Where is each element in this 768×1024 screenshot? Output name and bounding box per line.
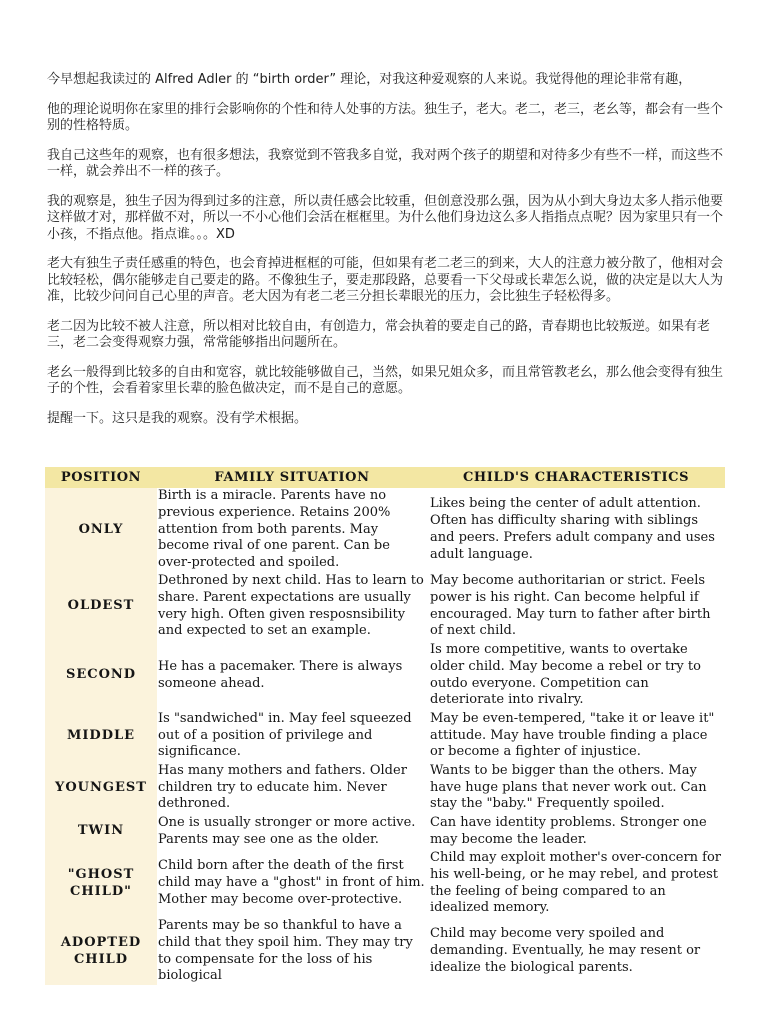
paragraph: 我自己这些年的观察，也有很多想法，我察觉到不管我多自觉，我对两个孩子的期望和对待多少有些不一样，而这些不一样，就会养出不一样的孩子。 [47,147,724,179]
table-row [45,641,725,710]
paragraph: 提醒一下。这只是我的观察。没有学术根据。 [47,410,308,426]
table-row [45,849,725,918]
position-cell: YOUNGEST [45,762,157,814]
position-cell: ADOPTED CHILD [45,918,157,985]
family-situation-cell: Parents may be so thankful to have a child that they spoil him. They may try to compensate for the loss of his biological [158,918,413,984]
table-row [45,710,725,762]
characteristics-cell: Likes being the center of adult attention. Often has difficulty sharing with siblings and peers. Prefers adult company and uses adult language. [430,496,715,562]
table-row [45,572,725,641]
paragraph: 今早想起我读过的 Alfred Adler 的 “birth order” 理论，对我这种爱观察的人来说。我觉得他的理论非常有趣， [47,72,692,87]
position-cell: OLDEST [45,572,157,641]
table-header-row [45,467,725,488]
table-row [45,762,725,814]
family-situation-cell: Dethroned by next child. Has to learn to share. Parent expectations are usually very high. Often given resposnsibility and expected to set an example. [158,572,424,639]
position-cell: SECOND [45,641,157,710]
family-situation-cell: He has a pacemaker. There is always someone ahead. [158,658,403,691]
characteristics-cell: Child may become very spoiled and demanding. Eventually, he may resent or idealize the biological parents. [430,926,701,975]
header-position: POSITION [45,467,157,488]
characteristics-cell: May be even-tempered, "take it or leave it" attitude. May have trouble finding a place or become a fighter of injustice. [430,710,715,760]
paragraph: 我的观察是，独生子因为得到过多的注意，所以责任感会比较重，但创意没那么强，因为从小到大身边太多人指示他要这样做才对，那样做不对，所以一不小心他们会活在框框里。为什么他们身边这么多人指指点点呢？因为家里只有一个小孩，不指点他。指点谁。。。XD [47,193,724,242]
paragraph: 老二因为比较不被人注意，所以相对比较自由，有创造力，常会执着的要走自己的路，青春期也比较叛逆。如果有老三，老二会变得观察力强，常常能够指出问题所在。 [47,318,711,350]
intro-text [47,72,725,440]
family-situation-cell: Birth is a miracle. Parents have no previous experience. Retains 200% attention from both parents. May become rival of one parent. Can be over-protected and spoiled. [158,488,391,571]
paragraph: 他的理论说明你在家里的排行会影响你的个性和待人处事的方法。独生子，老大。老二，老三，老幺等，都会有一些个别的性格特质。 [47,101,724,133]
header-family-situation: FAMILY SITUATION [157,467,427,488]
position-cell: ONLY [45,488,157,572]
characteristics-cell: Is more competitive, wants to overtake older child. May become a rebel or try to outdo everyone. Competition can deteriorate into rivalry. [430,641,701,708]
position-cell: TWIN [45,814,157,849]
paragraph: 老幺一般得到比较多的自由和宽容，就比较能够做自己，当然，如果兄姐众多，而且常管教老幺，那么他会变得有独生子的个性，会看着家里长辈的脸色做决定，而不是自己的意愿。 [47,364,724,396]
family-situation-cell: Is "sandwiched" in. May feel squeezed out of a position of privilege and significance. [158,710,412,760]
header-child-characteristics: CHILD'S CHARACTERISTICS [427,467,725,488]
paragraph: 老大有独生子责任感重的特色，也会育掉进框框的可能，但如果有老二老三的到来，大人的注意力被分散了，他相对会比较轻松，偶尔能够走自己要走的路。不像独生子，要走那段路，总要看一下父母或长辈怎么说，做的决定是以大人为准，比较少问问自己心里的声音。老大因为有老二老三分担长辈眼光的压力，会比独生子轻松得多。 [47,256,724,304]
position-cell: MIDDLE [45,710,157,762]
family-situation-cell: One is usually stronger or more active. Parents may see one as the older. [158,814,416,847]
characteristics-cell: Can have identity problems. Stronger one may become the leader. [430,814,707,847]
table-row [45,918,725,985]
characteristics-cell: Wants to be bigger than the others. May have huge plans that never work out. Can stay the "baby." Frequently spoiled. [430,762,707,812]
table-row [45,814,725,849]
characteristics-cell: Child may exploit mother's over-concern for his well-being, or he may rebel, and protest the feeling of being compared to an idealized memory. [430,849,722,916]
characteristics-cell: May become authoritarian or strict. Feels power is his right. Can become helpful if encouraged. May turn to father after birth of next child. [430,572,711,639]
table-row [45,488,725,572]
family-situation-cell: Has many mothers and fathers. Older children try to educate him. Never dethroned. [158,762,407,812]
position-cell: "GHOST CHILD" [45,849,157,918]
family-situation-cell: Child born after the death of the first child may have a "ghost" in front of him. Mother may become over-protective. [158,858,425,907]
birth-order-table [45,467,725,985]
